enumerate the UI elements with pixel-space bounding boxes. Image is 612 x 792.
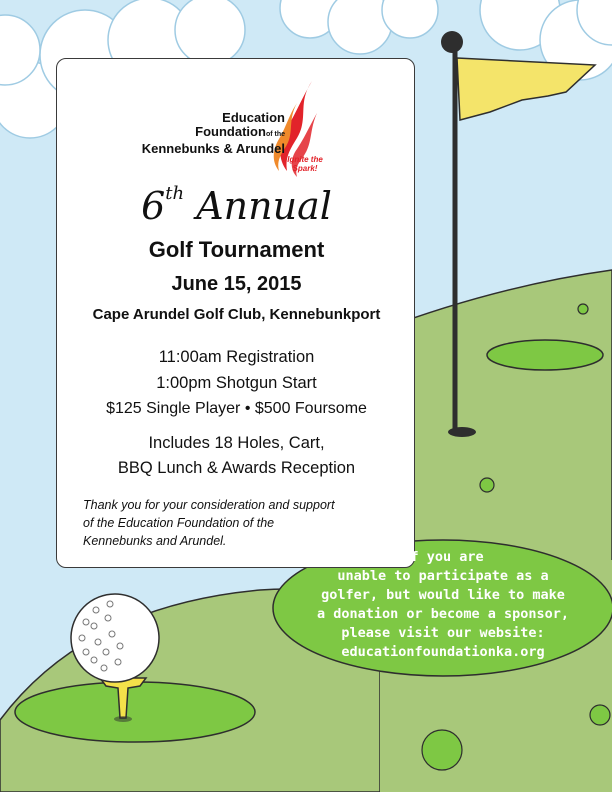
event-details <box>57 344 416 422</box>
logo-line-1: Education <box>222 110 285 125</box>
shotgun-start: 1:00pm Shotgun Start <box>156 374 317 392</box>
event-title: Golf Tournament <box>148 237 325 262</box>
donation-message <box>276 548 610 666</box>
annual-word: Annual <box>196 184 332 228</box>
logo-tagline: Ignite the Spark! <box>287 155 323 173</box>
event-date: June 15, 2015 <box>171 273 302 295</box>
event-card <box>56 58 415 568</box>
donate-line-4: a donation or become a sponsor, <box>317 606 569 622</box>
tee-shadow <box>114 716 132 722</box>
tee-green <box>15 682 255 742</box>
donate-line-5: please visit our website: <box>341 625 545 641</box>
cup-hole <box>448 427 476 437</box>
logo-line-2 <box>137 125 285 142</box>
inclusions-line-1: Includes 18 Holes, Cart, <box>148 434 325 452</box>
dot <box>578 304 588 314</box>
dot <box>590 705 610 725</box>
pole-top <box>441 31 463 53</box>
website-link[interactable]: educationfoundationka.org <box>341 644 545 660</box>
logo-line-2-small: of the <box>265 131 285 138</box>
logo-wordmark <box>137 111 285 156</box>
logo-line-3: Kennebunks & Arundel <box>141 141 285 156</box>
donate-line-1: If you are <box>402 549 484 565</box>
foundation-logo <box>137 73 337 183</box>
ordinal-suffix: th <box>165 183 185 204</box>
dot <box>480 478 494 492</box>
thank-you-note <box>83 496 403 550</box>
donate-line-2: unable to participate as a <box>337 568 549 584</box>
golf-ball <box>71 594 159 682</box>
dot <box>422 730 462 770</box>
inclusions-line-2: BBQ Lunch & Awards Reception <box>117 459 356 477</box>
pricing: $125 Single Player • $500 Foursome <box>106 400 367 417</box>
thanks-line-1: Thank you for your consideration and support <box>83 498 335 512</box>
event-venue: Cape Arundel Golf Club, Kennebunkport <box>92 306 381 323</box>
thanks-line-2: of the Education Foundation of the <box>83 516 275 530</box>
logo-line-2-text: Foundation <box>195 124 266 139</box>
donate-line-3: golfer, but would like to make <box>321 587 565 603</box>
putting-green <box>487 340 603 370</box>
annual-heading <box>57 183 416 228</box>
ordinal-number: 6 <box>141 184 166 228</box>
registration-time: 11:00am Registration <box>158 348 315 366</box>
thanks-line-3: Kennebunks and Arundel. <box>83 534 227 548</box>
inclusions <box>57 431 416 481</box>
